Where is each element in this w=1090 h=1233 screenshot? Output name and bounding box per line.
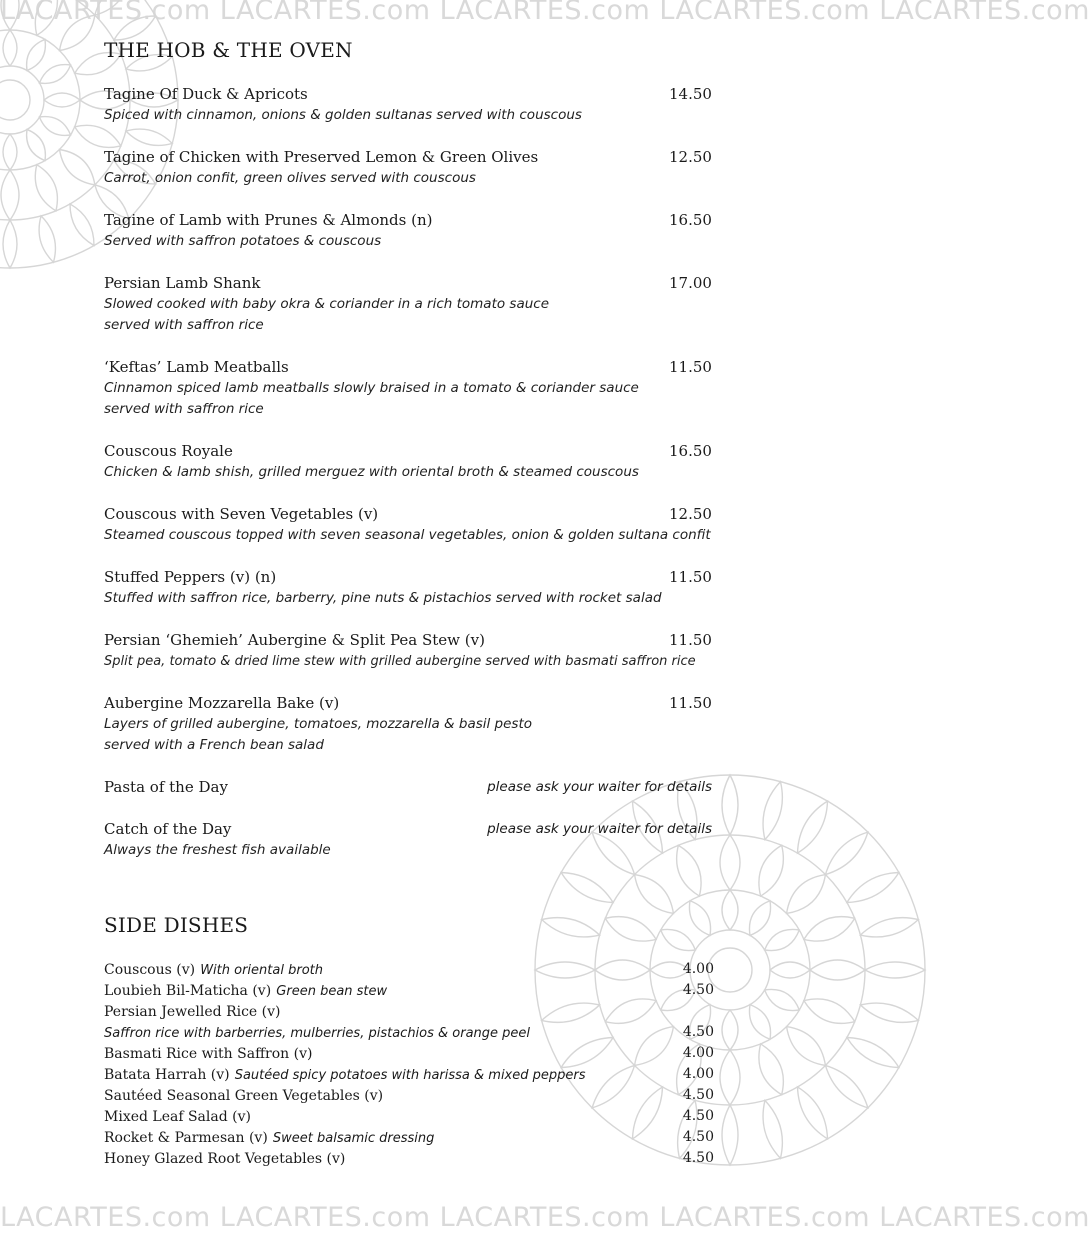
dish-name: Couscous Royale: [104, 442, 233, 460]
side-dish-price: 4.00: [682, 1045, 714, 1061]
dish-name: ‘Keftas’ Lamb Meatballs: [104, 358, 289, 376]
menu-item: [104, 777, 744, 798]
side-dish-name: Mixed Leaf Salad (v): [104, 1109, 251, 1125]
side-dish-price: 4.50: [682, 1108, 714, 1124]
dish-price: 11.50: [669, 568, 712, 586]
dish-description: Spiced with cinnamon, onions & golden sultanas served with couscous: [104, 107, 582, 123]
side-dish-price: 4.50: [682, 1024, 714, 1040]
side-dish-description: Sweet balsamic dressing: [272, 1131, 435, 1146]
side-dish-name: Rocket & Parmesan (v): [104, 1130, 268, 1146]
side-dish-row: [104, 1022, 714, 1043]
side-dish-row: [104, 1148, 714, 1169]
dish-price: 17.00: [669, 274, 712, 292]
side-dish-price: 4.00: [682, 1066, 714, 1082]
dish-description: Cinnamon spiced lamb meatballs slowly braised in a tomato & coriander sauce: [104, 380, 639, 396]
side-dish-row: [104, 1127, 714, 1148]
dish-description: served with saffron rice: [104, 401, 264, 417]
side-dish-price: 4.50: [682, 1087, 714, 1103]
watermark-bottom: LACARTES.com LACARTES.com LACARTES.com LACARTES.com LACARTES.com: [0, 1202, 1090, 1233]
dish-name: Aubergine Mozzarella Bake (v): [104, 694, 340, 712]
side-dish-row: [104, 1064, 714, 1085]
side-dish-name: Basmati Rice with Saffron (v): [104, 1046, 313, 1062]
side-dish-name: Couscous (v): [104, 962, 196, 978]
menu-item: [104, 273, 744, 336]
side-dish-price: 4.00: [682, 961, 714, 977]
menu-item: [104, 210, 744, 252]
side-dish-price: 4.50: [682, 982, 714, 998]
side-dish-row: [104, 980, 714, 1001]
dish-description: Split pea, tomato & dried lime stew with grilled aubergine served with basmati saffron rice: [104, 654, 696, 669]
side-dish-name: Sautéed Seasonal Green Vegetables (v): [104, 1088, 384, 1104]
dish-description: Stuffed with saffron rice, barberry, pine nuts & pistachios served with rocket salad: [104, 590, 662, 606]
side-dish-name: Persian Jewelled Rice (v): [104, 1004, 281, 1020]
dish-description: Chicken & lamb shish, grilled merguez with oriental broth & steamed couscous: [104, 464, 639, 480]
menu-item: [104, 441, 744, 483]
dish-price: 11.50: [669, 631, 712, 649]
section-title-hob-oven: THE HOB & THE OVEN: [104, 38, 353, 62]
side-dish-row: [104, 959, 714, 980]
side-dish-row: [104, 1043, 714, 1064]
menu-item: [104, 567, 744, 609]
dish-name: Stuffed Peppers (v) (n): [104, 568, 277, 586]
dish-description: served with saffron rice: [104, 317, 264, 333]
dish-description: Layers of grilled aubergine, tomatoes, mozzarella & basil pesto: [104, 716, 532, 732]
side-dish-price: 4.50: [682, 1150, 714, 1166]
side-dish-description: With oriental broth: [200, 963, 323, 978]
side-dish-description: Saffron rice with barberries, mulberries, pistachios & orange peel: [104, 1026, 531, 1041]
menu-item: [104, 84, 744, 126]
menu-item: [104, 147, 744, 189]
side-dish-name: Batata Harrah (v): [104, 1067, 230, 1083]
dish-name: Tagine of Chicken with Preserved Lemon & Green Olives: [104, 148, 539, 166]
side-dish-name: Honey Glazed Root Vegetables (v): [104, 1151, 346, 1167]
dish-name: Tagine of Lamb with Prunes & Almonds (n): [104, 211, 433, 229]
menu-item: [104, 504, 744, 546]
dish-description: served with a French bean salad: [104, 737, 324, 753]
side-dish-description: Sautéed spicy potatoes with harissa & mixed peppers: [234, 1068, 586, 1083]
dish-name: Catch of the Day: [104, 820, 232, 838]
dish-price: 16.50: [669, 442, 712, 460]
watermark-top: LACARTES.com LACARTES.com LACARTES.com LACARTES.com LACARTES.com: [0, 0, 1090, 26]
dish-price: 16.50: [669, 211, 712, 229]
dish-name: Persian ‘Ghemieh’ Aubergine & Split Pea Stew (v): [104, 631, 485, 649]
dish-name: Persian Lamb Shank: [104, 274, 261, 292]
side-dish-row: [104, 1001, 714, 1022]
side-dish-description: Green bean stew: [276, 984, 388, 999]
dish-name: Tagine Of Duck & Apricots: [104, 85, 308, 103]
dish-note: please ask your waiter for details: [487, 821, 712, 837]
side-dish-row: [104, 1106, 714, 1127]
menu-item: [104, 630, 744, 672]
dish-price: 14.50: [669, 85, 712, 103]
dish-note: please ask your waiter for details: [487, 779, 712, 795]
dish-name: Pasta of the Day: [104, 778, 228, 796]
dish-name: Couscous with Seven Vegetables (v): [104, 505, 379, 523]
dish-description: Always the freshest fish available: [104, 842, 331, 858]
dish-description: Steamed couscous topped with seven seasonal vegetables, onion & golden sultana confit: [104, 527, 711, 543]
dish-description: Slowed cooked with baby okra & coriander in a rich tomato sauce: [104, 296, 550, 312]
dish-price: 11.50: [669, 694, 712, 712]
menu-item: [104, 819, 744, 861]
side-dish-price: 4.50: [682, 1129, 714, 1145]
dish-description: Served with saffron potatoes & couscous: [104, 233, 382, 249]
dish-price: 12.50: [669, 505, 712, 523]
dish-price: 12.50: [669, 148, 712, 166]
dish-description: Carrot, onion confit, green olives served with couscous: [104, 170, 476, 186]
side-dish-name: Loubieh Bil-Maticha (v): [104, 983, 272, 999]
side-dish-row: [104, 1085, 714, 1106]
section-title-side-dishes: SIDE DISHES: [104, 913, 249, 937]
menu-item: [104, 357, 744, 420]
dish-price: 11.50: [669, 358, 712, 376]
menu-item: [104, 693, 744, 756]
